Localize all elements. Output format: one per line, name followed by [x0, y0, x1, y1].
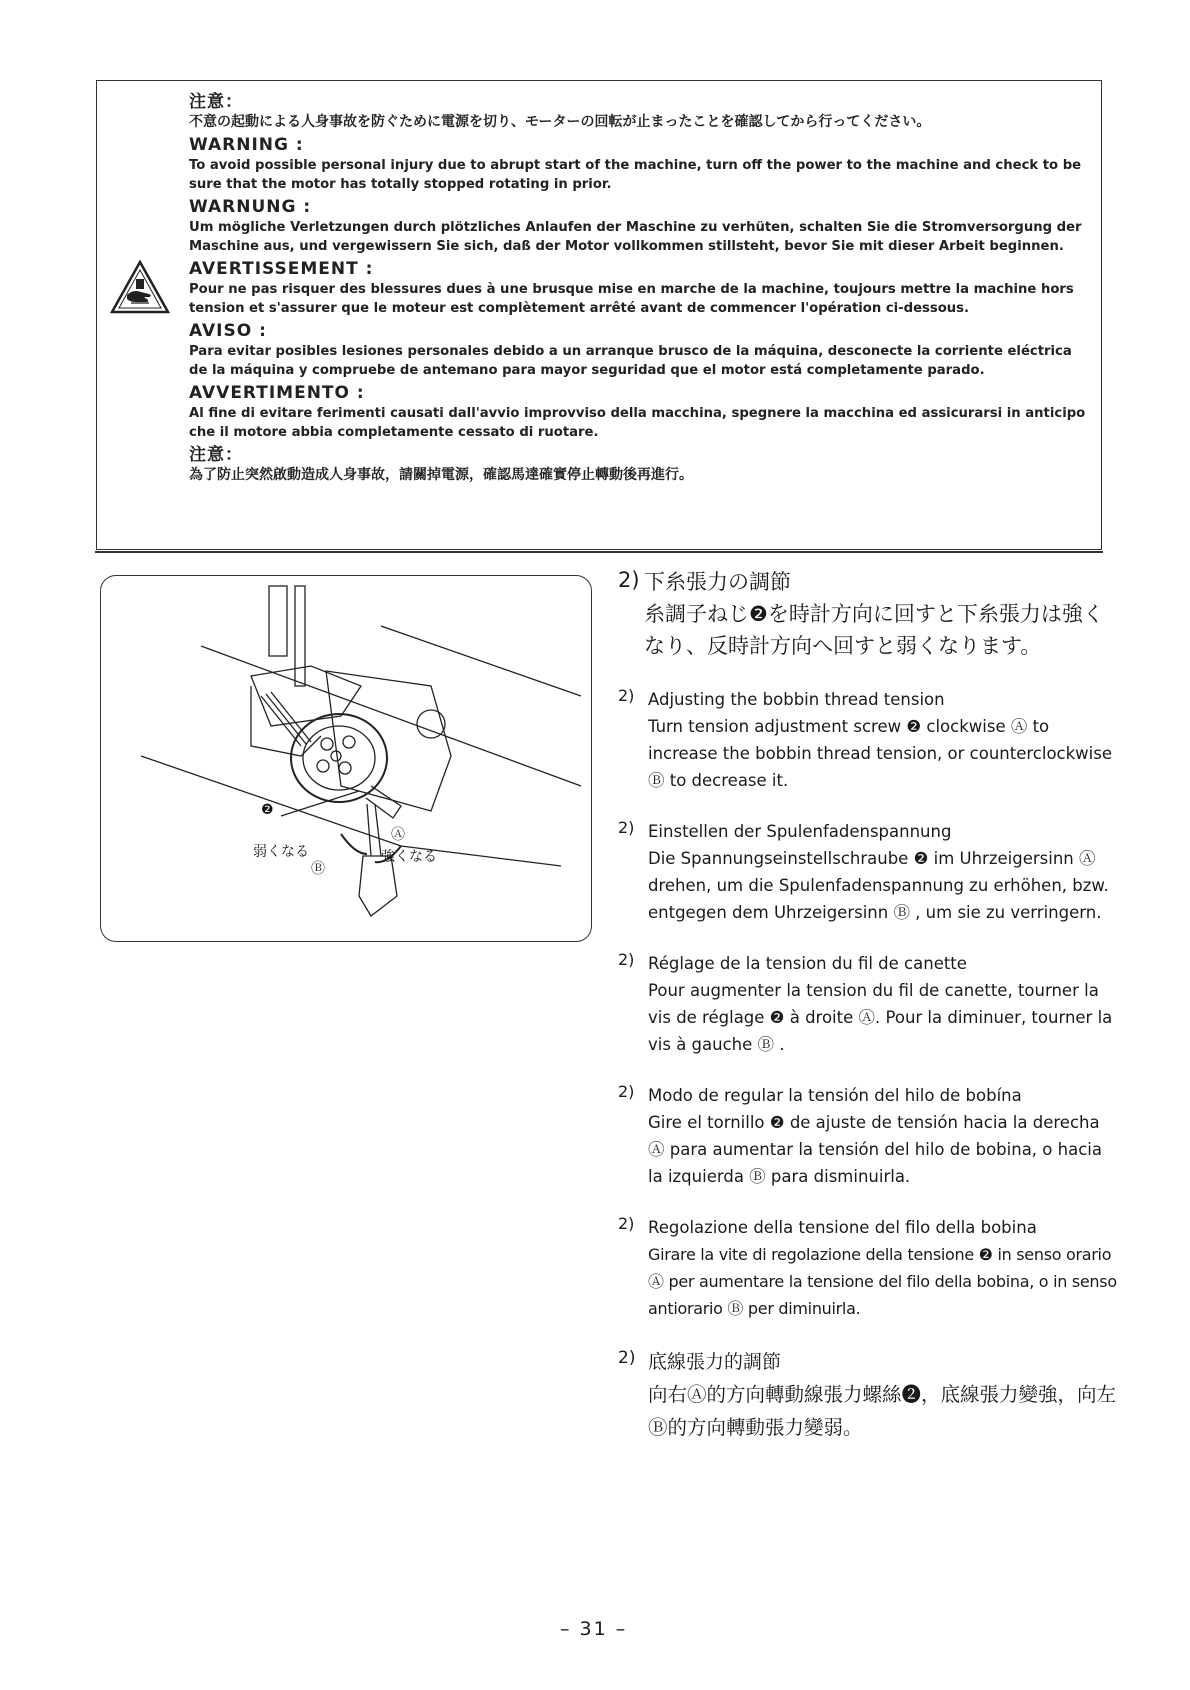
marker-screw-2: ❷ [261, 802, 274, 818]
section-title: Réglage de la tension du fil de canette [648, 954, 967, 973]
section-number: 2) [618, 1082, 635, 1101]
section-title: Einstellen der Spulenfadenspannung [648, 822, 952, 841]
section-title: 下糸張力の調節 [644, 570, 791, 594]
section-text: Pour augmenter la tension du fil de canette, tourner la vis de réglage ❷ à droite Ⓐ. Pour la diminuer, tourner la vis à gauche Ⓑ . [648, 981, 1113, 1054]
section-it [618, 1214, 1118, 1322]
marker-a: Ⓐ [391, 827, 405, 843]
section-number: 2) [618, 818, 635, 837]
warning-content [189, 91, 1089, 487]
warning-heading-es: AVISO : [189, 321, 267, 341]
section-number: 2) [618, 1214, 635, 1233]
section-text: 向右Ⓐ的方向轉動線張力螺絲❷，底線張力變強，向左Ⓑ的方向轉動張力變弱。 [648, 1383, 1117, 1439]
warning-body-zh: 為了防止突然啟動造成人身事故，請關掉電源，確認馬達確實停止轉動後再進行。 [189, 467, 693, 483]
warning-body-ja: 不意の起動による人身事故を防ぐために電源を切り、モーターの回転が止まったことを確認してから行ってください。 [189, 114, 931, 130]
section-ja [618, 566, 1118, 662]
section-fr [618, 950, 1118, 1058]
warning-heading-ja: 注意： [189, 92, 243, 112]
warning-heading-zh: 注意： [189, 445, 243, 465]
warning-heading-it: AVVERTIMENTO : [189, 383, 365, 403]
label-stronger: 強くなる [381, 849, 437, 865]
label-weaker: 弱くなる [253, 844, 309, 860]
section-text: Gire el tornillo ❷ de ajuste de tensión hacia la derecha Ⓐ para aumentar la tensión del hilo de bobina, o hacia la izquierda Ⓑ para disminuirla. [648, 1113, 1102, 1186]
marker-b: Ⓑ [311, 861, 325, 877]
warning-heading-fr: AVERTISSEMENT : [189, 259, 374, 279]
warning-body-de: Um mögliche Verletzungen durch plötzliches Anlaufen der Maschine zu verhüten, schalten Sie die Stromversorgung der Maschine aus, und vergewissern Sie sich, daß der Motor vollkommen stillsteht, bevor Sie mit dieser Arbeit beginnen. [189, 220, 1082, 254]
section-number: 2) [618, 568, 640, 592]
bobbin-case-illustration [100, 575, 592, 942]
warning-body-it: Al fine di evitare ferimenti causati dall'avvio improvviso della macchina, spegnere la macchina ed assicurarsi in anticipo che il motore abbia completamente cessato di ruotare. [189, 406, 1086, 440]
section-title: Adjusting the bobbin thread tension [648, 690, 945, 709]
section-text: Die Spannungseinstellschraube ❷ im Uhrzeigersinn Ⓐ drehen, um die Spulenfadenspannung zu erhöhen, bzw. entgegen dem Uhrzeigersinn Ⓑ , um sie zu verringern. [648, 849, 1109, 922]
section-number: 2) [618, 686, 635, 705]
section-de [618, 818, 1118, 926]
warning-heading-de: WARNUNG : [189, 197, 312, 217]
section-zh [618, 1346, 1118, 1444]
warning-heading-en: WARNING : [189, 135, 304, 155]
section-text: Turn tension adjustment screw ❷ clockwise Ⓐ to increase the bobbin thread tension, or counterclockwise Ⓑ to decrease it. [648, 717, 1112, 790]
section-text: Girare la vite di regolazione della tensione ❷ in senso orario Ⓐ per aumentare la tensione del filo della bobina, o in senso antiorario Ⓑ per diminuirla. [648, 1245, 1117, 1318]
hand-pinch-warning-icon [109, 259, 171, 315]
section-title: Modo de regular la tensión del hilo de bobína [648, 1086, 1022, 1105]
instructions-column [618, 566, 1118, 1468]
warning-box [96, 80, 1102, 550]
section-en [618, 686, 1118, 794]
warning-body-fr: Pour ne pas risquer des blessures dues à une brusque mise en marche de la machine, toujours mettre la machine hors tension et s'assurer que le moteur est complètement arrêté avant de commencer l'opération ci-dessous. [189, 282, 1074, 316]
section-title: 底線張力的調節 [648, 1351, 782, 1373]
section-title: Regolazione della tensione del filo della bobina [648, 1218, 1037, 1237]
divider [95, 551, 1103, 553]
section-es [618, 1082, 1118, 1190]
bobbin-case-drawing [101, 576, 592, 942]
warning-body-es: Para evitar posibles lesiones personales debido a un arranque brusco de la máquina, desconecte la corriente eléctrica de la máquina y compruebe de antemano para mayor seguridad que el motor está completamente parado. [189, 344, 1072, 378]
section-number: 2) [618, 1348, 636, 1368]
section-text: 糸調子ねじ❷を時計方向に回すと下糸張力は強くなり、反時計方向へ回すと弱くなります。 [644, 602, 1104, 658]
section-number: 2) [618, 950, 635, 969]
warning-body-en: To avoid possible personal injury due to abrupt start of the machine, turn off the power to the machine and check to be sure that the motor has totally stopped rotating in prior. [189, 158, 1082, 192]
page-number: – 31 – [560, 1618, 628, 1640]
